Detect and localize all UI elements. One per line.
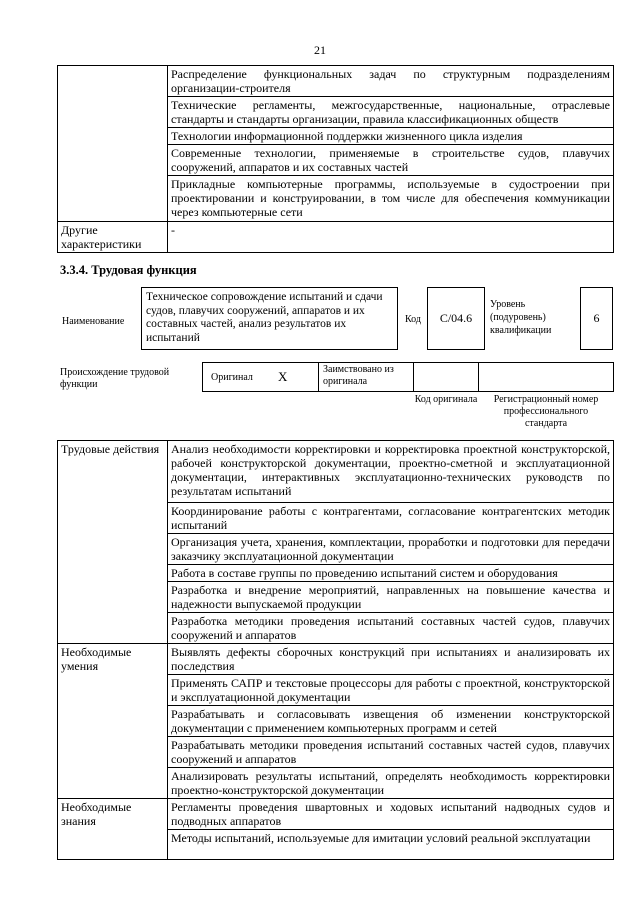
table-cell-label: Необходимые умения (58, 644, 168, 799)
name-label: Наименование (62, 316, 125, 327)
section-title: 3.3.4. Трудовая функция (60, 263, 197, 277)
table-cell-value: Выявлять дефекты сборочных конструкций при испытаниях и анализировать их последствия (168, 644, 614, 675)
table-cell-value: Прикладные компьютерные программы, используемые в судостроении при проектировании и конструировании, в том числе для обеспечения коммуникации через компьютерные сети (168, 176, 614, 222)
original-mark: X (278, 369, 288, 384)
table-cell-value: - (168, 222, 614, 253)
page-number: 21 (314, 43, 326, 57)
reg-number-label: Регистрационный номер профессионального стандарта (493, 394, 599, 429)
table-cell-value: Организация учета, хранения, комплектации, проработки и подготовки для передачи заказчику эксплуатационной документации (168, 534, 614, 565)
table-cell-value: Технологии информационной поддержки жизненного цикла изделия (168, 128, 614, 145)
table-cell-value: Работа в составе группы по проведению испытаний систем и оборудования (168, 565, 614, 582)
table-cell-label (58, 66, 168, 222)
table-cell-value: Распределение функциональных задач по структурным подразделениям организации-строителя (168, 66, 614, 97)
top-table (57, 65, 614, 253)
main-table (57, 440, 614, 860)
table-cell-value: Анализировать результаты испытаний, определять необходимость корректировки проектно-конструкторской документации (168, 768, 614, 799)
table-cell-value: Анализ необходимости корректировки и корректировка проектной конструкторской, рабочей конструкторской документации, проектно-сметной и эксплуатационной документации, интерактивных эксплуатационно-технических руководств по результатам испытаний (168, 441, 614, 503)
table-row (58, 441, 614, 503)
code-original-label: Код оригинала (414, 394, 478, 405)
table-cell-value: Разработка методики проведения испытаний составных частей судов, плавучих сооружений и аппаратов (168, 613, 614, 644)
code-value-box (427, 287, 485, 350)
origin-divider-1 (318, 362, 319, 392)
borrowed-label: Заимствовано из оригинала (323, 364, 394, 387)
table-cell-value: Методы испытаний, используемые для имитации условий реальной эксплуатации (168, 830, 614, 860)
table-cell-value: Современные технологии, применяемые в строительстве судов, плавучих сооружений, аппаратов и их составных частей (168, 145, 614, 176)
code-label: Код (405, 314, 421, 325)
table-cell-label: Другие характеристики (58, 222, 168, 253)
origin-label: Происхождение трудовой функции (60, 367, 170, 390)
name-value-box (141, 287, 398, 350)
level-value-box (580, 287, 613, 350)
table-row (58, 644, 614, 675)
origin-divider-2 (413, 362, 414, 392)
table-row (58, 799, 614, 830)
table-cell-value: Регламенты проведения швартовных и ходовых испытаний надводных судов и подводных аппаратов (168, 799, 614, 830)
table-cell-value: Технические регламенты, межгосударственные, национальные, отраслевые стандарты и стандарты организации, правила классификационных обществ (168, 97, 614, 128)
table-cell-value: Применять САПР и текстовые процессоры для работы с проектной, конструкторской и эксплуатационной документации (168, 675, 614, 706)
function-code: C/04.6 (439, 311, 473, 325)
table-cell-value: Координирование работы с контрагентами, согласование контрагентских методик испытаний (168, 503, 614, 534)
qualification-level: 6 (593, 311, 600, 325)
table-cell-value: Разрабатывать и согласовывать извещения об изменении конструкторской документации с применением компьютерных программ и сетей (168, 706, 614, 737)
level-label: Уровень (подуровень) квалификации (490, 299, 552, 336)
table-cell-label: Трудовые действия (58, 441, 168, 644)
table-cell-value: Разрабатывать методики проведения испытаний составных частей судов, плавучих сооружений и аппаратов (168, 737, 614, 768)
origin-divider-3 (478, 362, 479, 392)
table-cell-value: Разработка и внедрение мероприятий, направленных на повышение качества и надежности выпускаемой продукции (168, 582, 614, 613)
table-cell-label: Необходимые знания (58, 799, 168, 860)
original-label: Оригинал (211, 372, 253, 383)
function-name: Техническое сопровождение испытаний и сдачи судов, плавучих сооружений, аппаратов и их составных частей, анализ результатов их испытаний (146, 291, 383, 344)
